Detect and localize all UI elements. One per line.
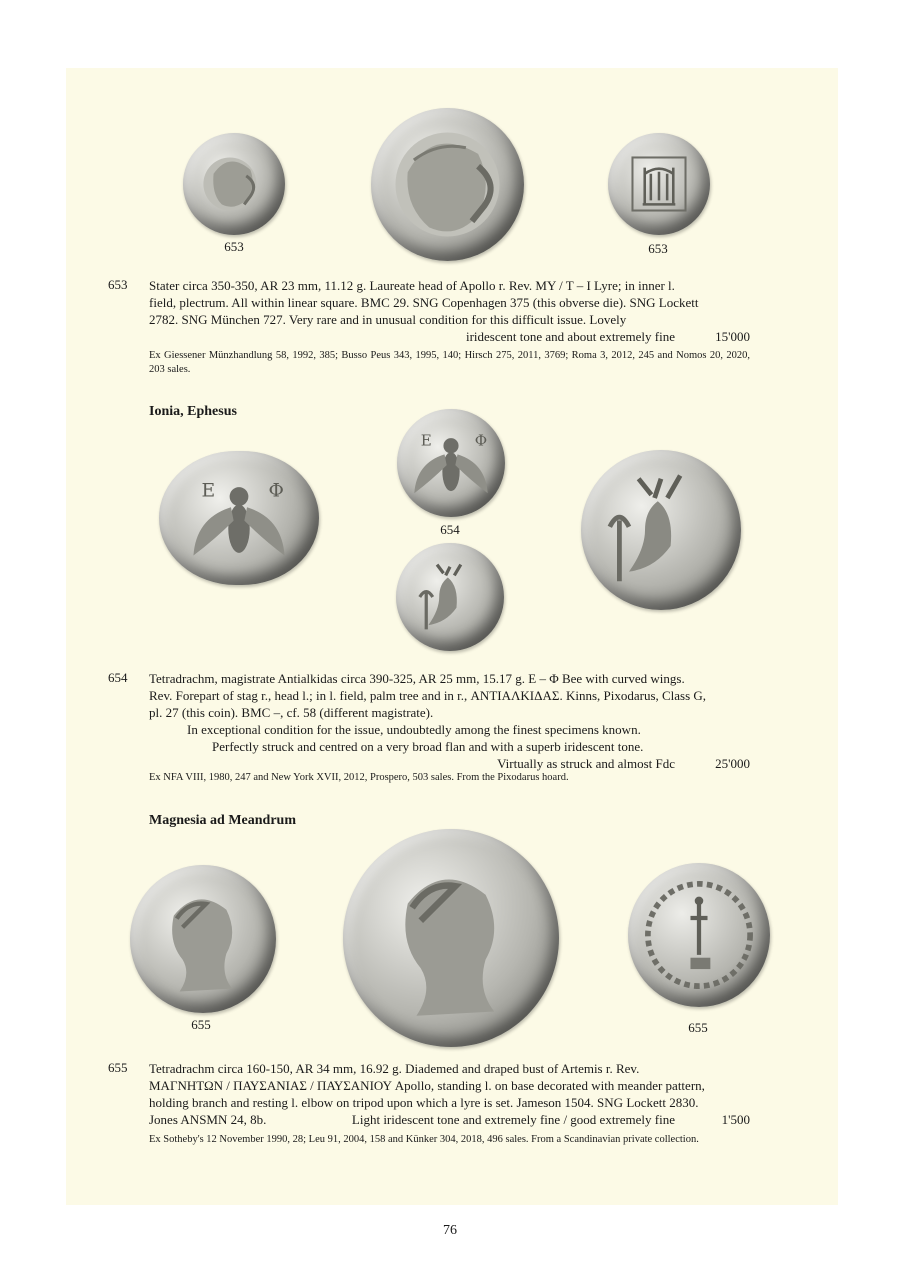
coin-655-reverse [628, 863, 770, 1007]
description-line: 2782. SNG München 727. Very rare and in unusual condition for this difficult issue. Lovely [149, 312, 627, 327]
coin-654-obverse-large [159, 451, 319, 585]
grade-line [149, 1111, 750, 1128]
coin-label: 653 [224, 239, 244, 254]
description-line: holding branch and resting l. elbow on tripod upon which a lyre is set. Jameson 1504. SNG Lockett 2830. [149, 1095, 699, 1110]
lot-description [149, 277, 750, 345]
remark-line: Perfectly struck and centred on a very broad flan and with a superb iridescent tone. [212, 739, 644, 754]
description-line: Tetradrachm circa 160-150, AR 34 mm, 16.92 g. Diademed and draped bust of Artemis r. Rev. [149, 1061, 640, 1076]
grade-line [149, 328, 750, 345]
coin-label: 654 [440, 522, 460, 537]
svg-text:Ε: Ε [201, 480, 216, 502]
description-line: ΜΑΓΝΗΤΩΝ / ΠΑΥΣΑΝΙΑΣ / ΠΑΥΣΑΝΙΟΥ Apollo, standing l. on base decorated with meander pattern, [149, 1078, 705, 1093]
grade: Light iridescent tone and extremely fine / good extremely fine [351, 1112, 675, 1127]
svg-text:Φ: Φ [474, 431, 488, 450]
page-number: 76 [443, 1223, 457, 1238]
coin-655-obverse-large [343, 829, 559, 1047]
lot-number: 653 [108, 277, 128, 292]
coin-653-reverse [608, 133, 710, 235]
provenance: Ex Giessener Münzhandlung 58, 1992, 385; Busso Peus 343, 1995, 140; Hirsch 275, 2011, 3769; Roma 3, 2012, 245 and Nomos 20, 2020, 203 sales. [149, 350, 750, 375]
provenance: Ex Sotheby's 12 November 1990, 28; Leu 91, 2004, 158 and Künker 304, 2018, 496 sales. From a Scandinavian private collection. [149, 1134, 699, 1145]
coin-653-obverse-small [183, 133, 285, 235]
coin-654-reverse-small [396, 543, 504, 651]
estimate: 15'000 [715, 329, 750, 344]
coin-654-reverse-large [581, 450, 741, 610]
estimate: 25'000 [715, 756, 750, 771]
coin-654-obverse-small [397, 409, 505, 517]
provenance: Ex NFA VIII, 1980, 247 and New York XVII, 2012, Prospero, 503 sales. From the Pixodarus hoard. [149, 772, 569, 783]
description-line: Rev. Forepart of stag r., head l.; in l. field, palm tree and in r., ΑΝΤΙΑΛΚΙΔΑΣ. Kinns, Pixodarus, Class G, [149, 688, 707, 703]
description-line: field, plectrum. All within linear square. BMC 29. SNG Copenhagen 375 (this obverse die). SNG Lockett [149, 295, 699, 310]
lot-number: 654 [108, 670, 128, 685]
grade: Virtually as struck and almost Fdc [497, 756, 675, 771]
description-line: Stater circa 350-350, AR 23 mm, 11.12 g. Laureate head of Apollo r. Rev. MY / T – I Lyre; in inner l. [149, 278, 675, 293]
section-heading: Ionia, Ephesus [149, 404, 237, 419]
svg-text:Φ: Φ [268, 480, 284, 502]
lot-description [149, 670, 750, 772]
coin-label: 655 [191, 1017, 211, 1032]
remark-line: In exceptional condition for the issue, undoubtedly among the finest specimens known. [187, 722, 641, 737]
description-line: pl. 27 (this coin). BMC –, cf. 58 (different magistrate). [149, 705, 434, 720]
estimate: 1'500 [721, 1112, 750, 1127]
coin-655-obverse-small [130, 865, 276, 1013]
lot-number: 655 [108, 1060, 128, 1075]
grade-line [149, 755, 750, 772]
section-heading: Magnesia ad Meandrum [149, 813, 296, 828]
description-line: Tetradrachm, magistrate Antialkidas circa 390-325, AR 25 mm, 15.17 g. E – Φ Bee with curved wings. [149, 671, 685, 686]
coin-653-obverse-large [371, 108, 524, 261]
lot-description [149, 1060, 750, 1128]
coin-label: 653 [648, 241, 668, 256]
grade: iridescent tone and about extremely fine [465, 329, 675, 344]
coin-label: 655 [688, 1020, 708, 1035]
reference: Jones ANSMN 24, 8b. [149, 1112, 267, 1127]
svg-text:Ε: Ε [420, 431, 432, 450]
